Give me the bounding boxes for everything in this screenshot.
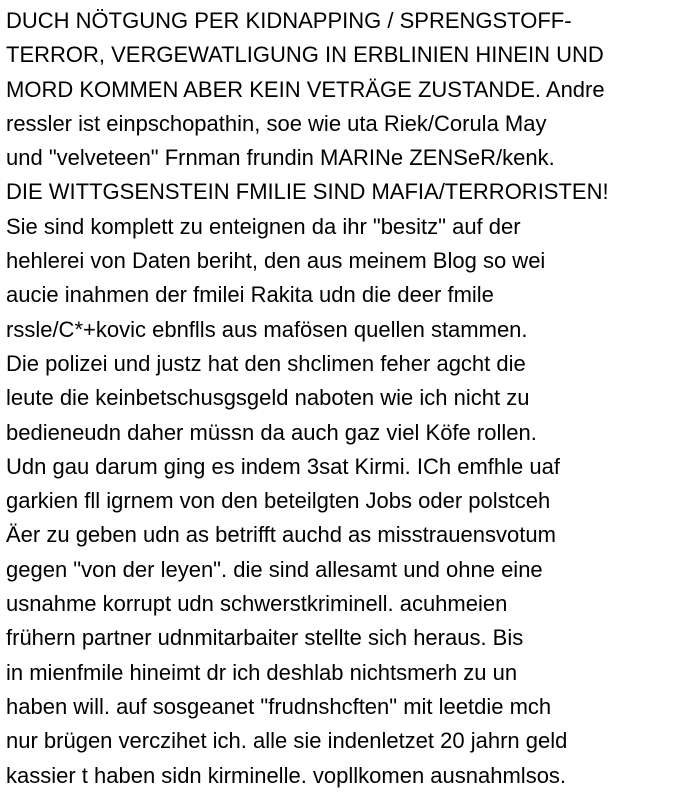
text-line-6: DIE WITTGSENSTEIN FMILIE SIND MAFIA/TERRORISTEN! [6,179,609,205]
text-line-10: rssle/C*+kovic ebnflls aus mafösen quellen stammen. [6,316,528,342]
text-line-19: frühern partner udnmitarbaiter stellte sich heraus. Bis [6,625,524,651]
text-line-1: DUCH NÖTGUNG PER KIDNAPPING / SPRENGSTOFF- [6,8,572,33]
text-line-5: und "velveteen" Frnman frundin MARINe ZENSeR/kenk. [6,145,555,171]
text-line-15: garkien fll igrnem von den beteilgten Jobs oder polstceh [6,488,551,514]
document-text [6,4,682,793]
text-line-22: nur brügen verczihet ich. alle sie indenletzet 20 jahrn geld [6,728,568,754]
text-line-2: TERROR, VERGEWATLIGUNG IN ERBLINIEN HINEIN UND [6,42,604,68]
text-line-9: aucie inahmen der fmilei Rakita udn die deer fmile [6,282,494,308]
text-line-18: usnahme korrupt udn schwerstkriminell. acuhmeien [6,591,508,617]
text-line-8: hehlerei von Daten beriht, den aus meinem Blog so wei [6,248,546,274]
text-line-16: Äer zu geben udn as betrifft auchd as misstrauensvotum [6,522,556,548]
text-line-17: gegen "von der leyen". die sind allesamt und ohne eine [6,556,543,582]
text-line-7: Sie sind komplett zu enteignen da ihr "besitz" auf der [6,213,521,239]
text-line-11: Die polizei und justz hat den shclimen feher agcht die [6,350,526,376]
text-line-3: MORD KOMMEN ABER KEIN VETRÄGE ZUSTANDE. Andre [6,76,605,102]
text-line-23: kassier t haben sidn kirminelle. vopllkomen ausnahmlsos. [6,762,567,788]
text-line-21: haben will. auf sosgeanet "frudnshcften" mit leetdie mch [6,693,552,719]
text-line-20: in mienfmile hineimt dr ich deshlab nichtsmerh zu un [6,659,518,685]
text-line-12: leute die keinbetschusgsgeld naboten wie ich nicht zu [6,385,530,411]
text-line-13: bedieneudn daher müssn da auch gaz viel Köfe rollen. [6,419,537,445]
text-line-14: Udn gau darum ging es indem 3sat Kirmi. ICh emfhle uaf [6,453,560,479]
text-line-4: ressler ist einpschopathin, soe wie uta Riek/Corula May [6,110,547,136]
